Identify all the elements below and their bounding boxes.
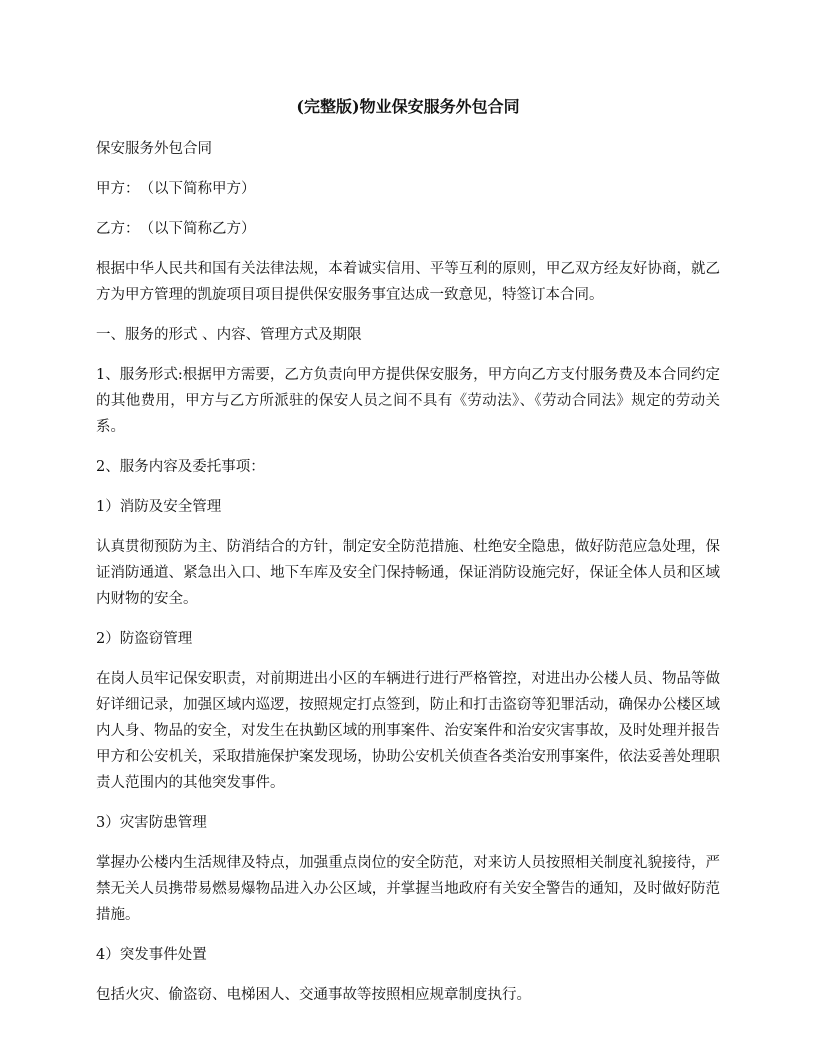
section-heading-1: 一、服务的形式 、内容、管理方式及期限 [96, 327, 362, 343]
disaster-prevention-paragraph: 掌握办公楼内生活规律及特点，加强重点岗位的安全防范，对来访人员按照相关制度礼貌接待，严禁无关人员携带易燃易爆物品进入办公区域，并掌握当地政府有关安全警告的通知，及时做好防范措施。 [96, 855, 720, 923]
service-form-paragraph: 1、服务形式:根据甲方需要，乙方负责向甲方提供保安服务，甲方向乙方支付服务费及本合同约定的其他费用，甲方与乙方所派驻的保安人员之间不具有《劳动法》、《劳动合同法》规定的劳动关系。 [96, 367, 720, 435]
anti-theft-heading: 2）防盗窃管理 [96, 631, 193, 647]
emergency-handling-paragraph: 包括火灾、偷盗窃、电梯困人、交通事故等按照相应规章制度执行。 [96, 987, 531, 1003]
service-content-heading: 2、服务内容及委托事项： [96, 459, 265, 475]
party-a-line: 甲方： （以下简称甲方） [96, 181, 256, 197]
document-body [96, 96, 720, 1022]
fire-safety-heading: 1）消防及安全管理 [96, 499, 222, 515]
fire-safety-paragraph: 认真贯彻预防为主、防消结合的方针，制定安全防范措施、杜绝安全隐患，做好防范应急处理，保证消防通道、紧急出入口、地下车库及安全门保持畅通，保证消防设施完好，保证全体人员和区域内财物的安全。 [96, 539, 720, 607]
party-b-line: 乙方： （以下简称乙方） [96, 221, 256, 237]
anti-theft-paragraph: 在岗人员牢记保安职责，对前期进出小区的车辆进行进行严格管控，对进出办公楼人员、物品等做好详细记录，加强区域内巡逻，按照规定打点签到，防止和打击盗窃等犯罪活动，确保办公楼区域内人身、物品的安全，对发生在执勤区域的刑事案件、治安案件和治安灾害事故，及时处理并报告甲方和公安机关，采取措施保护案发现场，协助公安机关侦查各类治安刑事案件，依法妥善处理职责人范围内的其他突发事件。 [96, 671, 720, 791]
emergency-handling-heading: 4）突发事件处置 [96, 947, 207, 963]
disaster-prevention-heading: 3）灾害防患管理 [96, 815, 207, 831]
contract-heading: 保安服务外包合同 [96, 141, 212, 157]
document-title: (完整版)物业保安服务外包合同 [296, 97, 520, 116]
preamble-paragraph: 根据中华人民共和国有关法律法规，本着诚实信用、平等互利的原则，甲乙双方经友好协商，就乙方为甲方管理的凯旋项目项目提供保安服务事宜达成一致意见，特签订本合同。 [96, 261, 720, 303]
